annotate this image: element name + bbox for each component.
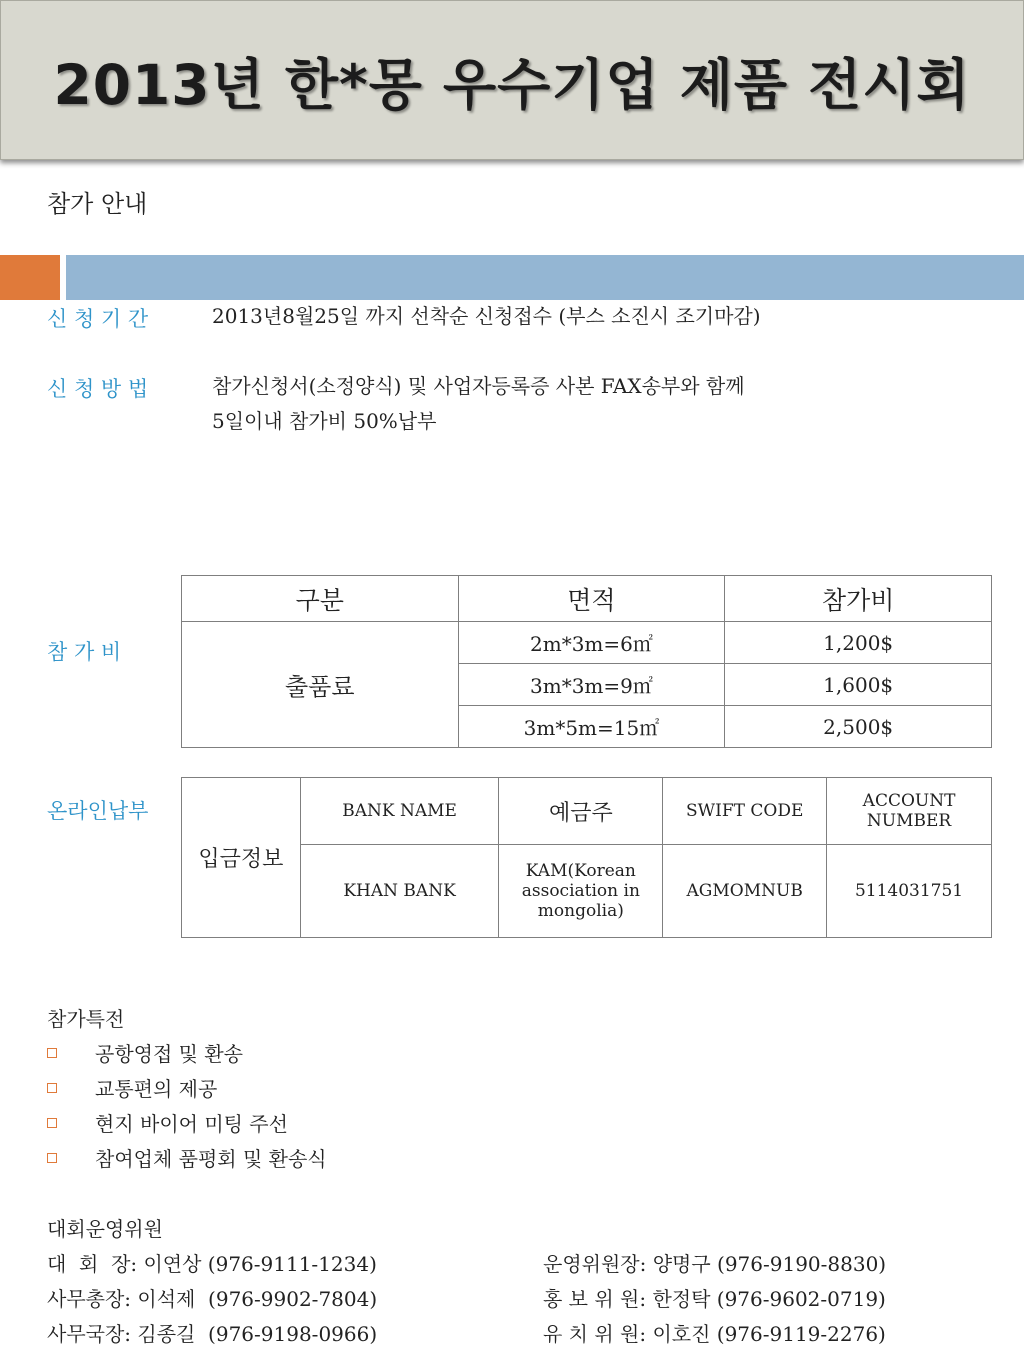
table-header-cell: 예금주 bbox=[499, 778, 663, 845]
table-header-cell: 면적 bbox=[458, 576, 725, 622]
price-cell: 1,200$ bbox=[725, 622, 992, 664]
bank-info-table bbox=[181, 777, 992, 938]
list-item bbox=[47, 1143, 327, 1172]
area-cell: 2m*3m=6㎡ bbox=[458, 622, 725, 664]
committee-member: 운영위원장: 양명구 (976-9190-8830) bbox=[543, 1252, 887, 1276]
table-header-cell: 참가비 bbox=[725, 576, 992, 622]
square-bullet-icon bbox=[47, 1153, 57, 1163]
benefit-text: 교통편의 제공 bbox=[95, 1077, 218, 1101]
committee-member: 사무총장: 이석제 (976-9902-7804) bbox=[47, 1287, 378, 1311]
list-item bbox=[47, 1073, 217, 1102]
title-banner bbox=[0, 0, 1024, 160]
benefit-text: 공항영접 및 환송 bbox=[95, 1042, 243, 1066]
page-title: 2013년 한*몽 우수기업 제품 전시회 bbox=[53, 52, 971, 117]
fee-table bbox=[181, 575, 992, 748]
benefit-text: 현지 바이어 미팅 주선 bbox=[95, 1112, 288, 1136]
section-subtitle: 참가 안내 bbox=[47, 190, 148, 218]
table-header-cell: SWIFT CODE bbox=[663, 778, 827, 845]
benefits-title: 참가특전 bbox=[47, 1007, 125, 1031]
method-text-line2: 5일이내 참가비 50%납부 bbox=[212, 409, 437, 433]
swift-code-cell: AGMOMNUB bbox=[663, 845, 827, 938]
table-row bbox=[182, 622, 992, 664]
table-header-cell: BANK NAME bbox=[300, 778, 499, 845]
account-holder-cell: KAM(Korean association in mongolia) bbox=[499, 845, 663, 938]
period-label: 신 청 기 간 bbox=[47, 307, 149, 331]
fee-category-cell: 출품료 bbox=[182, 622, 459, 748]
accent-bar-blue bbox=[66, 255, 1024, 300]
benefit-text: 참여업체 품평회 및 환송식 bbox=[95, 1147, 327, 1171]
price-cell: 1,600$ bbox=[725, 664, 992, 706]
online-payment-label: 온라인납부 bbox=[47, 799, 149, 823]
price-cell: 2,500$ bbox=[725, 706, 992, 748]
table-header-row bbox=[182, 576, 992, 622]
deposit-info-cell: 입금정보 bbox=[182, 778, 301, 938]
area-cell: 3m*3m=9㎡ bbox=[458, 664, 725, 706]
method-label: 신 청 방 법 bbox=[47, 377, 149, 401]
table-header-row bbox=[182, 778, 992, 845]
table-row bbox=[182, 845, 992, 938]
square-bullet-icon bbox=[47, 1048, 57, 1058]
square-bullet-icon bbox=[47, 1118, 57, 1128]
period-text: 2013년8월25일 까지 선착순 신청접수 (부스 소진시 조기마감) bbox=[212, 304, 761, 328]
area-cell: 3m*5m=15㎡ bbox=[458, 706, 725, 748]
list-item bbox=[47, 1108, 288, 1137]
account-number-cell: 5114031751 bbox=[827, 845, 992, 938]
committee-member: 홍 보 위 원: 한정탁 (976-9602-0719) bbox=[543, 1287, 886, 1311]
committee-member: 대 회 장: 이연상 (976-9111-1234) bbox=[47, 1252, 377, 1276]
bank-name-cell: KHAN BANK bbox=[300, 845, 499, 938]
method-text-line1: 참가신청서(소정양식) 및 사업자등록증 사본 FAX송부와 함께 bbox=[212, 374, 745, 398]
committee-title: 대회운영위원 bbox=[47, 1217, 163, 1241]
committee-member: 사무국장: 김종길 (976-9198-0966) bbox=[47, 1322, 378, 1346]
square-bullet-icon bbox=[47, 1083, 57, 1093]
list-item bbox=[47, 1038, 243, 1067]
fee-label: 참 가 비 bbox=[47, 640, 122, 664]
committee-member: 유 치 위 원: 이호진 (976-9119-2276) bbox=[543, 1322, 886, 1346]
table-header-cell: ACCOUNT NUMBER bbox=[827, 778, 992, 845]
accent-bar-orange bbox=[0, 255, 60, 300]
table-header-cell: 구분 bbox=[182, 576, 459, 622]
